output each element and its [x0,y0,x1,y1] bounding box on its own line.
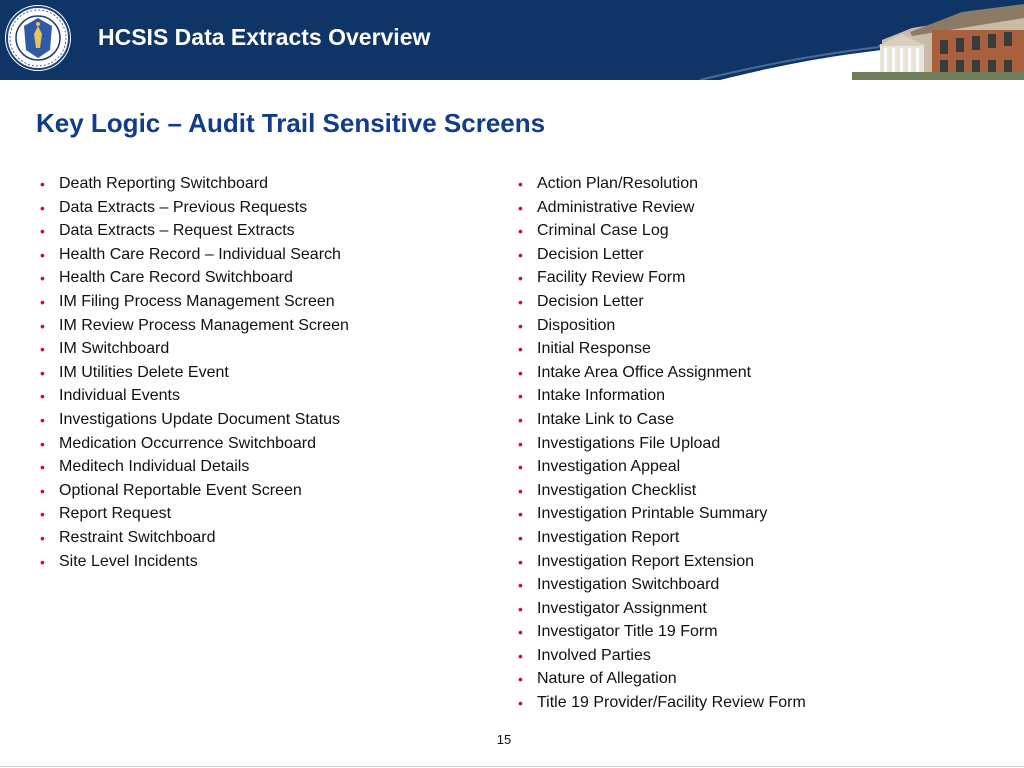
right-bullet-list [516,174,806,717]
list-item-text: IM Filing Process Management Screen [59,292,335,310]
list-item [516,575,806,599]
list-item [516,693,806,717]
bullet-icon: • [518,506,523,523]
list-item-text: Meditech Individual Details [59,458,250,476]
list-item [516,268,806,292]
list-item-text: Investigator Title 19 Form [537,623,718,641]
bullet-icon: • [518,388,523,405]
bullet-icon: • [518,459,523,476]
left-bullet-list [38,174,349,575]
list-item [516,198,806,222]
list-item-text: Optional Reportable Event Screen [59,481,302,499]
slide-title: Key Logic – Audit Trail Sensitive Screens [36,108,546,138]
list-item-text: Initial Response [537,340,651,358]
list-item-text: Intake Link to Case [537,410,674,428]
list-item [516,292,806,316]
bullet-icon: • [40,553,45,570]
list-item [516,339,806,363]
list-item [516,386,806,410]
bullet-icon: • [40,176,45,192]
list-item-text: Medication Occurrence Switchboard [59,434,317,452]
list-item-text: Investigations Update Document Status [59,410,341,428]
list-item [516,504,806,528]
bullet-icon: • [40,435,45,452]
bullet-icon: • [40,341,45,358]
list-item-text: Criminal Case Log [537,222,669,240]
bullet-icon: • [40,529,45,546]
list-item [38,410,349,434]
bullet-icon: • [518,647,523,664]
bullet-icon: • [40,364,45,381]
header-title: HCSIS Data Extracts Overview [98,24,431,50]
bullet-icon: • [518,223,523,240]
bullet-icon: • [518,624,523,641]
list-item [38,552,349,576]
list-item-text: IM Review Process Management Screen [59,316,349,334]
list-item-text: Individual Events [59,387,180,405]
list-item [516,599,806,623]
list-item-text: IM Switchboard [59,340,170,358]
list-item [38,198,349,222]
list-item [516,481,806,505]
bullet-icon: • [40,459,45,476]
header-banner [0,0,1024,80]
list-item [516,434,806,458]
bullet-icon: • [40,246,45,263]
list-item [516,646,806,670]
list-item [38,481,349,505]
bullet-icon: • [40,223,45,240]
bullet-icon: • [518,553,523,570]
bullet-icon: • [518,270,523,287]
list-item [38,292,349,316]
list-item-text: Nature of Allegation [537,670,677,688]
bullet-icon: • [518,482,523,499]
list-item-text: Intake Information [537,387,666,405]
bullet-icon: • [518,600,523,617]
list-item-text: Investigator Assignment [537,599,707,617]
list-item-text: Action Plan/Resolution [537,175,698,192]
bullet-icon: • [518,199,523,216]
bullet-icon: • [518,246,523,263]
list-item-text: Restraint Switchboard [59,528,216,546]
bullet-icon: • [40,199,45,216]
bullet-icon: • [518,695,523,712]
list-item [516,316,806,340]
list-item [38,434,349,458]
bullet-icon: • [518,364,523,381]
list-item-text: Decision Letter [537,292,644,310]
bullet-icon: • [518,529,523,546]
list-item-text: Investigation Appeal [537,458,681,476]
list-item [516,528,806,552]
list-item [38,504,349,528]
page-number: 15 [496,732,512,747]
list-item [38,363,349,387]
bullet-icon: • [518,317,523,334]
list-item [38,221,349,245]
list-item-text: Data Extracts – Request Extracts [59,222,295,240]
list-item [38,386,349,410]
list-item [38,457,349,481]
list-item-text: Investigation Checklist [537,481,697,499]
bullet-icon: • [518,577,523,594]
list-item [516,363,806,387]
bullet-icon: • [40,388,45,405]
list-item-text: IM Utilities Delete Event [59,363,229,381]
bullet-icon: • [40,317,45,334]
list-item-text: Investigations File Upload [537,434,721,452]
list-item [38,316,349,340]
list-item [516,245,806,269]
list-item [516,669,806,693]
list-item-text: Disposition [537,316,616,334]
bullet-icon: • [518,671,523,688]
bullet-icon: • [40,482,45,499]
list-item-text: Administrative Review [537,198,695,216]
massachusetts-seal-icon [4,4,72,72]
list-item [516,457,806,481]
list-item-text: Death Reporting Switchboard [59,175,269,192]
list-item-text: Health Care Record Switchboard [59,269,293,287]
bullet-icon: • [518,293,523,310]
list-item [38,268,349,292]
list-item-text: Decision Letter [537,245,644,263]
list-item-text: Data Extracts – Previous Requests [59,198,308,216]
list-item-text: Title 19 Provider/Facility Review Form [537,694,806,712]
list-item [516,174,806,198]
list-item [38,245,349,269]
list-item-text: Facility Review Form [537,269,686,287]
list-item [516,552,806,576]
list-item-text: Health Care Record – Individual Search [59,245,341,263]
bullet-icon: • [518,176,523,192]
list-item [38,174,349,198]
bullet-icon: • [518,341,523,358]
list-item [516,410,806,434]
list-item-text: Report Request [59,505,172,523]
bullet-icon: • [40,506,45,523]
bullet-icon: • [40,293,45,310]
list-item-text: Intake Area Office Assignment [537,363,752,381]
list-item-text: Investigation Report [537,528,680,546]
list-item-text: Site Level Incidents [59,552,198,570]
list-item [38,528,349,552]
list-item-text: Investigation Switchboard [537,576,720,594]
list-item-text: Investigation Report Extension [537,552,755,570]
bottom-divider [0,766,1024,767]
list-item [516,221,806,245]
bullet-icon: • [518,411,523,428]
list-item-text: Investigation Printable Summary [537,505,768,523]
state-house-building-icon [852,0,1024,80]
list-item [516,622,806,646]
bullet-icon: • [40,270,45,287]
bullet-icon: • [518,435,523,452]
bullet-icon: • [40,411,45,428]
list-item [38,339,349,363]
list-item-text: Involved Parties [537,646,651,664]
